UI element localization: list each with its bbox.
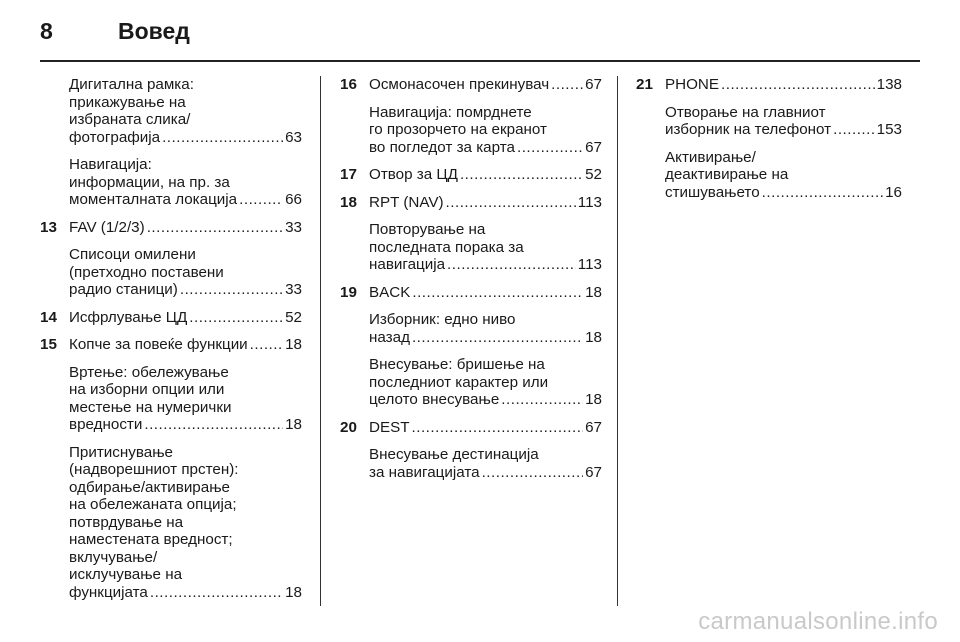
column-3 (636, 76, 902, 211)
entry-label: Осмонасочен прекинувач (369, 76, 550, 93)
index-entry (40, 309, 302, 327)
page-number: 8 (40, 18, 53, 44)
entry-leader-line (69, 584, 302, 602)
dot-leader (833, 121, 875, 139)
entry-text-line: Вртење: обележување (69, 363, 229, 381)
dot-leader (412, 419, 584, 437)
entry-leader-line (369, 76, 602, 94)
entry-label: RPT (NAV) (369, 193, 444, 211)
entry-text-line: (надворешниот прстен): (69, 461, 239, 478)
entry-text-line: на изборни опции или (69, 381, 225, 398)
page-reference: 33 (285, 218, 302, 236)
index-entry (40, 364, 302, 434)
index-entry (636, 76, 902, 94)
entry-label: BACK (369, 283, 411, 301)
entry-leader-line (369, 284, 602, 302)
page-reference: 18 (585, 328, 602, 346)
page-reference: 63 (285, 128, 302, 146)
entry-leader-line (69, 281, 302, 299)
entry-text-line: деактивирање на (665, 166, 789, 183)
entry-label: изборник на телефонот (665, 121, 832, 138)
entry-label: Исфрлување ЦД (69, 308, 188, 326)
page-reference: 153 (876, 121, 902, 138)
entry-label: навигација (369, 256, 446, 273)
entry-text-line: информации, на пр. за (69, 173, 230, 191)
entry-label: фотографија (69, 128, 161, 146)
watermark: carmanualsonline.info (698, 608, 938, 635)
entry-text-line: Притиснување (69, 443, 173, 461)
item-number: 20 (340, 418, 357, 436)
entry-text-line: последниот карактер или (369, 373, 549, 391)
index-entry (40, 219, 302, 237)
page-reference: 18 (285, 336, 302, 353)
entry-leader-line (665, 184, 902, 202)
dot-leader (412, 284, 583, 302)
entry-leader-line (369, 419, 602, 437)
header-rule (40, 60, 920, 62)
entry-leader-line (69, 129, 302, 147)
page-reference: 67 (585, 463, 602, 481)
entry-label: Копче за повеќе функции (69, 336, 248, 353)
entry-text-line: (претходно поставени (69, 263, 224, 281)
entry-leader-line (369, 464, 602, 482)
dot-leader (501, 391, 583, 409)
entry-text-line: Внесување: бришење на (369, 356, 545, 373)
dot-leader (517, 139, 583, 157)
column-divider (617, 76, 618, 606)
index-entry (40, 156, 302, 209)
entry-label: во погледот за карта (369, 138, 515, 156)
column-2 (340, 76, 602, 491)
entry-leader-line (369, 256, 602, 274)
entry-text-line: одбирање/активирање (69, 478, 230, 496)
entry-text-line: избраната слика/ (69, 111, 191, 128)
page-reference: 52 (285, 308, 302, 326)
page-reference: 33 (285, 281, 302, 298)
dot-leader (239, 191, 283, 209)
index-entry (340, 194, 602, 212)
entry-label: DEST (369, 418, 410, 436)
dot-leader (162, 129, 283, 147)
index-entry (340, 446, 602, 481)
dot-leader (189, 309, 283, 327)
entry-label: стишувањето (665, 183, 760, 201)
item-number: 13 (40, 218, 57, 236)
dot-leader (721, 76, 875, 94)
index-entry (40, 76, 302, 146)
index-entry (340, 356, 602, 409)
entry-leader-line (369, 166, 602, 184)
entry-label: назад (369, 328, 410, 346)
page-reference: 138 (876, 76, 902, 93)
entry-leader-line (69, 191, 302, 209)
item-number: 21 (636, 76, 653, 93)
index-entry (340, 284, 602, 302)
item-number: 14 (40, 308, 57, 326)
entry-label: моменталната локација (69, 191, 238, 208)
entry-text-line: Отворање на главниот (665, 103, 826, 121)
item-number: 18 (340, 193, 357, 211)
dot-leader (551, 76, 583, 94)
page-reference: 113 (577, 193, 602, 211)
entry-text-line: последната порака за (369, 238, 524, 256)
entry-label: FAV (1/2/3) (69, 218, 145, 236)
dot-leader (180, 281, 283, 299)
entry-text-line: потврдување на (69, 513, 184, 531)
entry-text-line: вклучување/ (69, 548, 158, 566)
entry-leader-line (369, 194, 602, 212)
entry-leader-line (369, 329, 602, 347)
dot-leader (250, 336, 283, 354)
index-entry (340, 104, 602, 157)
entry-leader-line (369, 139, 602, 157)
entry-leader-line (69, 219, 302, 237)
index-entry (40, 246, 302, 299)
dot-leader (460, 166, 583, 184)
index-entry (340, 166, 602, 184)
index-entry (40, 336, 302, 354)
item-number: 15 (40, 336, 57, 353)
entry-text-line: Навигација: (69, 156, 152, 173)
column-1 (40, 76, 302, 611)
entry-text-line: Активирање/ (665, 148, 756, 166)
entry-text-line: местење на нумерички (69, 398, 232, 416)
page-reference: 113 (577, 256, 602, 273)
entry-text-line: Дигитална рамка: (69, 76, 194, 93)
dot-leader (412, 329, 583, 347)
dot-leader (150, 584, 283, 602)
entry-leader-line (69, 336, 302, 354)
page-header (40, 16, 920, 52)
page-reference: 52 (585, 166, 602, 183)
page-reference: 18 (585, 283, 602, 301)
dot-leader (482, 464, 584, 482)
entry-text-line: Повторување на (369, 221, 486, 238)
dot-leader (762, 184, 883, 202)
column-divider (320, 76, 321, 606)
index-entry (636, 104, 902, 139)
entry-label: функцијата (69, 583, 148, 601)
entry-leader-line (69, 309, 302, 327)
entry-text-line: Списоци омилени (69, 246, 196, 263)
page-reference: 18 (285, 583, 302, 601)
entry-label: Отвор за ЦД (369, 166, 458, 183)
entry-leader-line (369, 391, 602, 409)
entry-label: радио станици) (69, 281, 178, 298)
page-title: Вовед (118, 18, 190, 44)
index-entry (340, 311, 602, 346)
page-reference: 67 (585, 76, 602, 93)
entry-leader-line (665, 76, 902, 94)
page-reference: 18 (585, 391, 602, 408)
dot-leader (447, 256, 576, 274)
entry-text-line: исклучување на (69, 566, 183, 583)
page-reference: 16 (885, 183, 902, 201)
item-number: 19 (340, 283, 357, 301)
entry-text-line: Изборник: едно ниво (369, 311, 516, 328)
entry-leader-line (69, 416, 302, 434)
entry-label: целото внесување (369, 391, 500, 408)
dot-leader (144, 416, 283, 434)
dot-leader (446, 194, 576, 212)
item-number: 17 (340, 166, 357, 183)
dot-leader (147, 219, 283, 237)
entry-text-line: Навигација: помрднете (369, 103, 532, 121)
entry-text-line: наместената вредност; (69, 531, 233, 548)
index-entry (340, 419, 602, 437)
item-number: 16 (340, 76, 357, 93)
entry-text-line: Внесување дестинација (369, 446, 539, 463)
entry-leader-line (665, 121, 902, 139)
page-reference: 67 (585, 138, 602, 156)
page-reference: 67 (585, 418, 602, 436)
page-reference: 66 (285, 191, 302, 208)
index-entry (40, 444, 302, 602)
entry-text-line: на обележаната опција; (69, 496, 237, 513)
entry-text-line: прикажување на (69, 93, 186, 111)
index-entry (340, 76, 602, 94)
entry-text-line: го прозорчето на екранот (369, 121, 547, 138)
page-reference: 18 (285, 416, 302, 433)
entry-label: за навигацијата (369, 463, 480, 481)
entry-label: вредности (69, 416, 143, 433)
entry-label: PHONE (665, 76, 720, 93)
index-entry (340, 221, 602, 274)
index-entry (636, 149, 902, 202)
